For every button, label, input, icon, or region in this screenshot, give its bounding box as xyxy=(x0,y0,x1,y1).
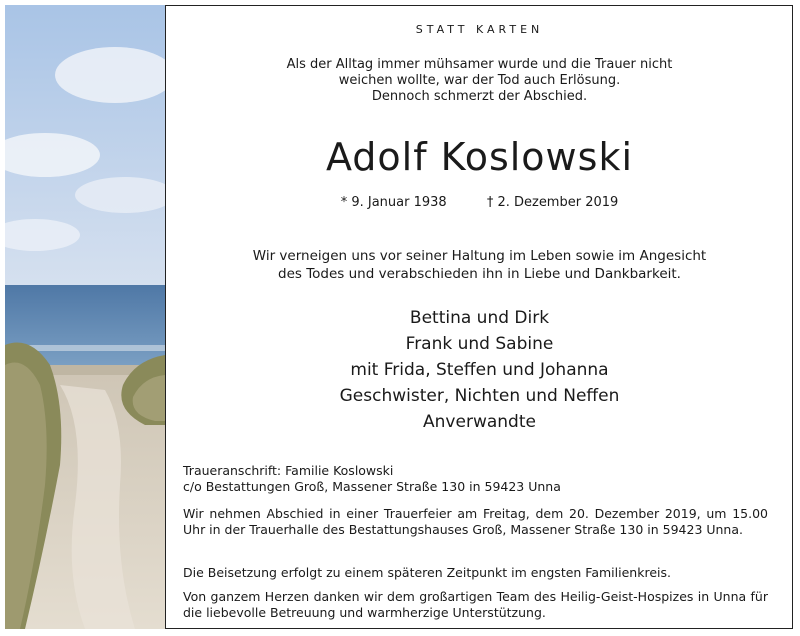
tribute-line: Wir verneigen uns vor seiner Haltung im Leben sowie im Angesicht xyxy=(252,248,707,264)
tribute-line: des Todes und verabschieden ihn in Liebe und Dankbarkeit. xyxy=(278,266,681,282)
mourning-address xyxy=(183,463,768,495)
address-line: c/o Bestattungen Groß, Massener Straße 130 in 59423 Unna xyxy=(183,479,561,494)
mourner: Anverwandte xyxy=(423,412,536,432)
beach-dune-photo xyxy=(5,5,166,629)
mourners-list xyxy=(166,305,793,435)
mourner: mit Frida, Steffen und Johanna xyxy=(350,360,609,380)
mourner: Geschwister, Nichten und Neffen xyxy=(339,386,620,406)
address-line: Traueranschrift: Familie Koslowski xyxy=(183,463,394,478)
thanks-text: Von ganzem Herzen danken wir dem großartigen Team des Heilig-Geist-Hospizes in Unna für die liebevolle Betreuung und warmherzige Unterstützung. xyxy=(183,589,768,620)
intro-line: weichen wollte, war der Tod auch Erlösung. xyxy=(338,73,621,88)
birth-date: * 9. Januar 1938 xyxy=(340,195,447,210)
intro-line: Als der Alltag immer mühsamer wurde und die Trauer nicht xyxy=(286,57,673,72)
ceremony-info: Wir nehmen Abschied in einer Trauerfeier am Freitag, dem 20. Dezember 2019, um 15.00 Uhr in der Trauerhalle des Bestattungshauses Groß, Massener Straße 130 in 59423 Unna. xyxy=(183,506,768,537)
intro-verse xyxy=(166,57,793,105)
header-statt-karten: STATT KARTEN xyxy=(415,23,544,36)
mourner: Bettina und Dirk xyxy=(409,308,550,328)
deceased-name: Adolf Koslowski xyxy=(325,135,634,179)
mourner: Frank und Sabine xyxy=(405,334,554,354)
intro-line: Dennoch schmerzt der Abschied. xyxy=(371,89,588,104)
death-date: † 2. Dezember 2019 xyxy=(486,195,619,210)
life-dates xyxy=(166,195,793,210)
notice-content xyxy=(166,5,793,629)
burial-info: Die Beisetzung erfolgt zu einem späteren Zeitpunkt im engsten Familienkreis. xyxy=(183,565,671,580)
tribute-text xyxy=(166,247,793,283)
